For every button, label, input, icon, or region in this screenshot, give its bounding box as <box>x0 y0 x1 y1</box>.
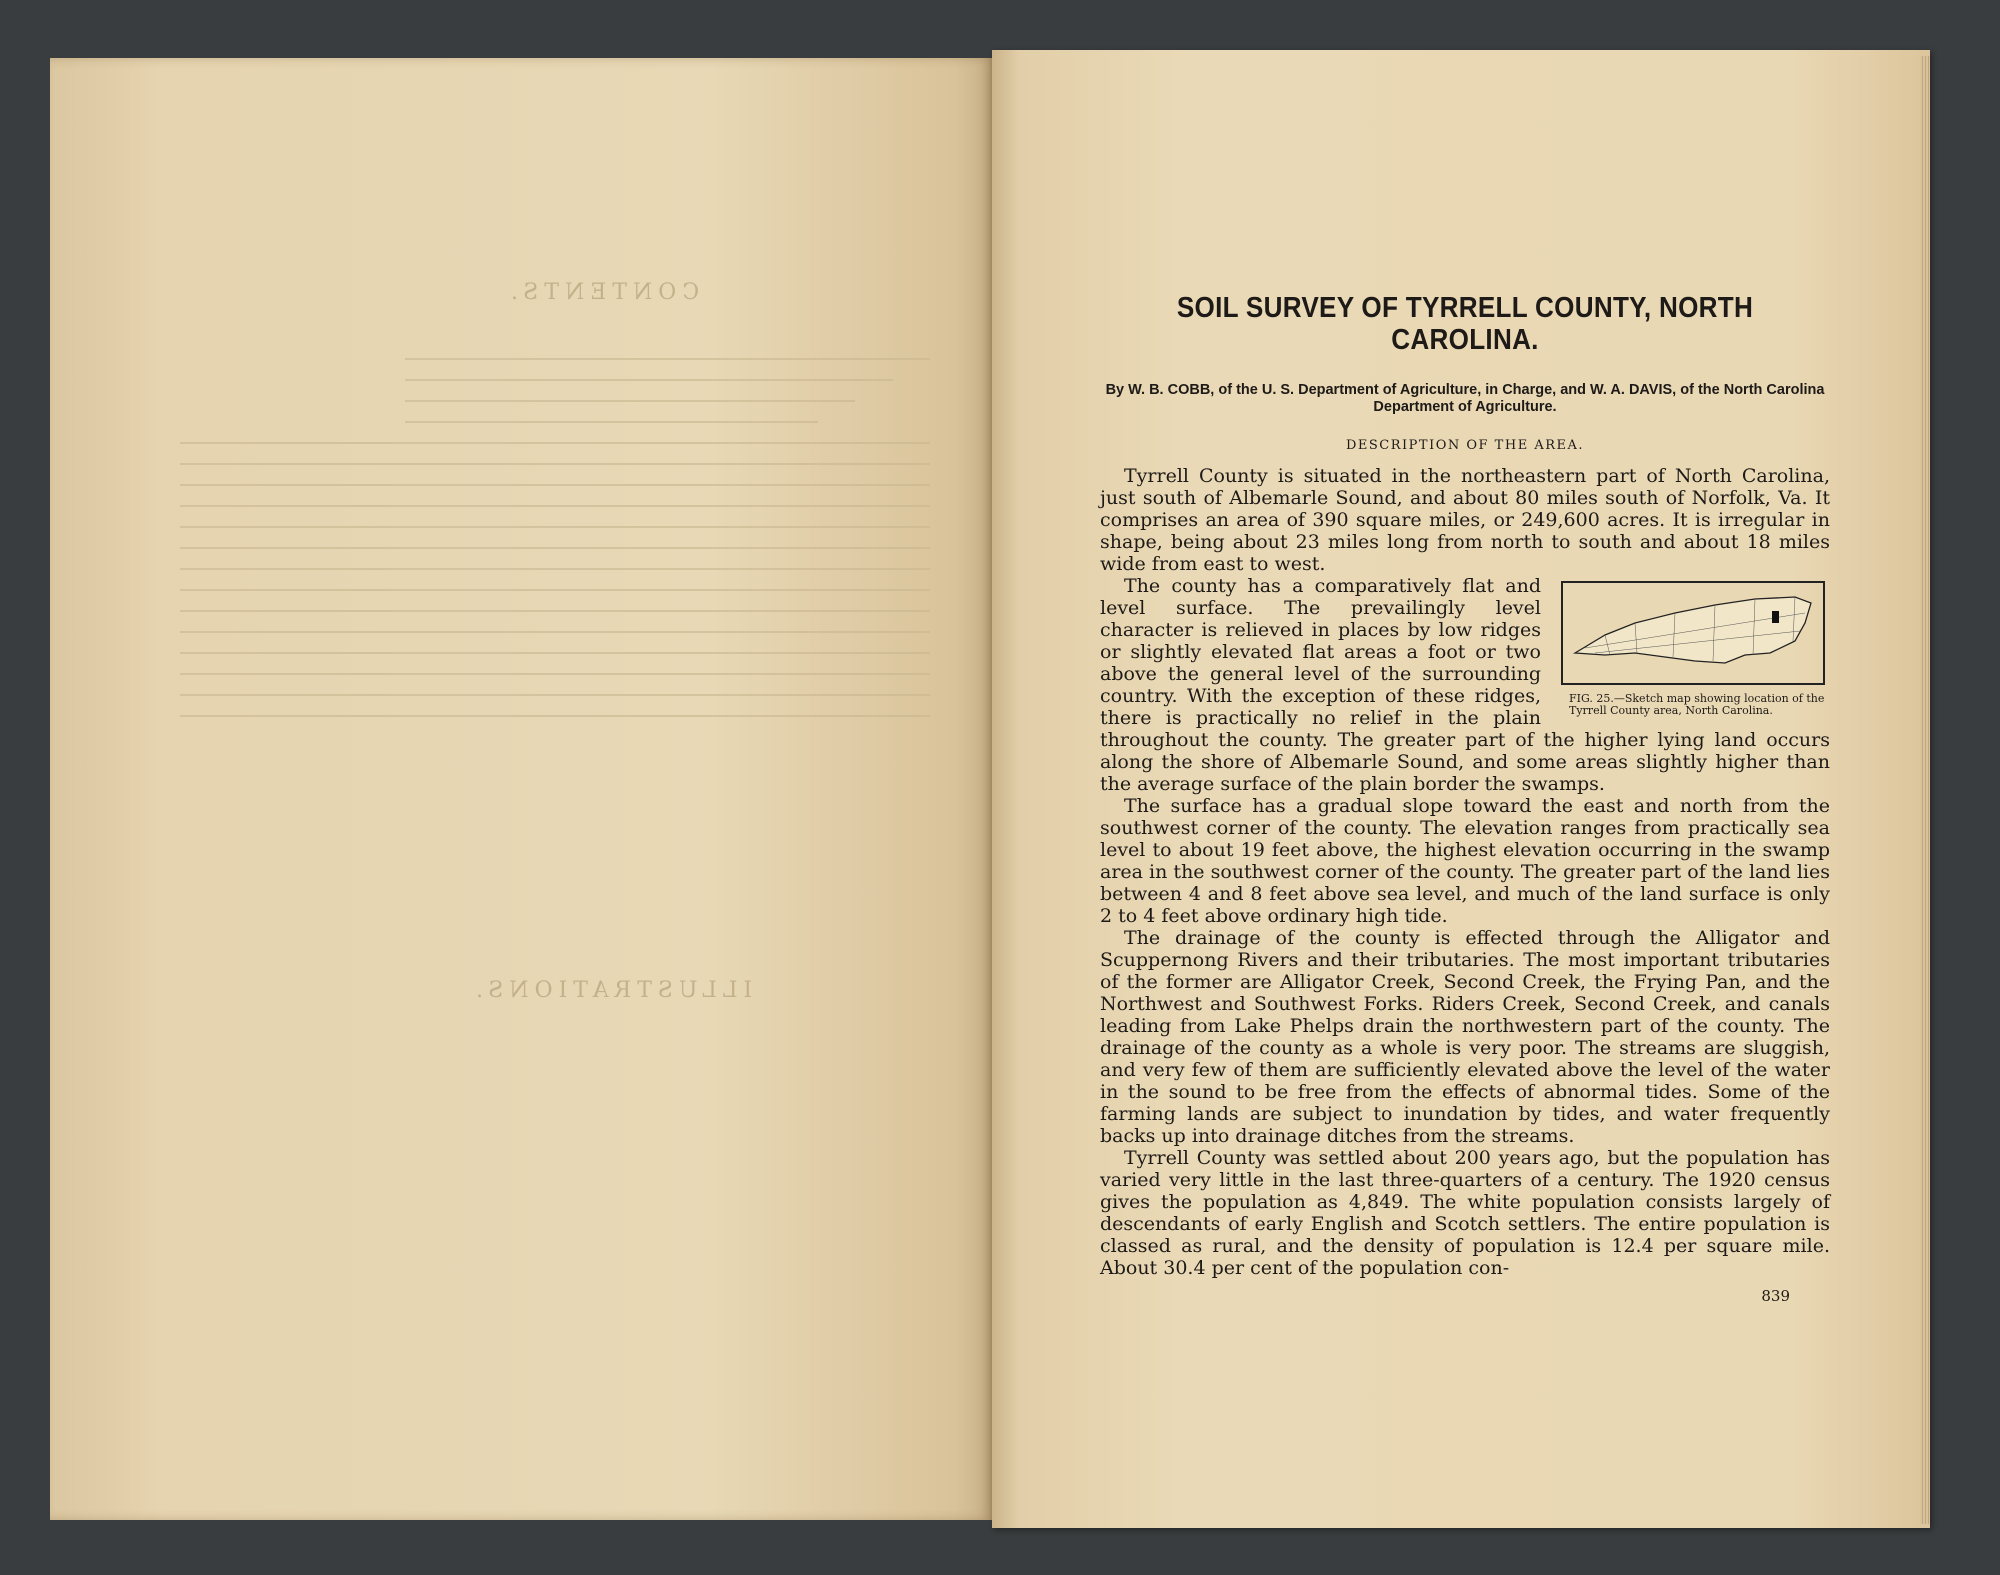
paragraph-2: The county has a comparatively flat and level surface. The prevailingly level character is relieved in places by low ridges or slightly elevated flat areas a foot or two above the general level of the surrounding country. With the exception of these ridges, there is practically no relief in the plain throughout the county. The greater part of the higher lying land occurs along the shore of Albemarle Sound, and some areas slightly higher than the average surface of the plain border the swamps. <box>1100 575 1830 795</box>
paragraph-5: Tyrrell County was settled about 200 years ago, but the population has varied very little in the last three-quarters of a century. The 1920 census gives the population as 4,849. The white population consists largely of descendants of early English and Scotch settlers. The entire population is classed as rural, and the density of population is 12.4 per square mile. About 30.4 per cent of the population con- <box>1100 1147 1830 1279</box>
section-heading: DESCRIPTION OF THE AREA. <box>1345 438 1585 453</box>
article-title: SOIL SURVEY OF TYRRELL COUNTY, NORTH CAROLINA. <box>1176 292 1754 356</box>
page-number: 839 <box>1761 1287 1790 1305</box>
figure-caption: FIG. 25.—Sketch map showing location of the Tyrrell County area, North Carolina. <box>1569 692 1825 717</box>
figure-25 <box>1555 581 1830 717</box>
north-carolina-map <box>1561 581 1825 685</box>
ghost-contents-lines <box>180 358 930 736</box>
state-outline-icon <box>1565 583 1821 679</box>
left-page <box>50 58 992 1520</box>
paragraph-4: The drainage of the county is effected through the Alligator and Scuppernong Rivers and their tributaries. The most important tributaries of the former are Alligator Creek, Second Creek, the Frying Pan, and the Northwest and Southwest Forks. Riders Creek, Second Creek, and canals leading from Lake Phelps drain the northwestern part of the county. The drainage of the county as a whole is very poor. The streams are sluggish, and very few of them are sufficiently elevated above the level of the water in the sound to be free from the effects of abnormal tides. Some of the farming lands are subject to inundation by tides, and water frequently backs up into drainage ditches from the streams. <box>1100 927 1830 1147</box>
article <box>1100 292 1830 1305</box>
page-edge <box>1920 56 1930 1524</box>
paragraph-1: Tyrrell County is situated in the northeastern part of North Carolina, just south of Albemarle Sound, and about 80 miles south of Norfolk, Va. It comprises an area of 390 square miles, or 249,600 acres. It is irregular in shape, being about 23 miles long from north to south and about 18 miles wide from east to west. <box>1100 465 1830 575</box>
paragraph-3: The surface has a gradual slope toward the east and north from the southwest corner of the county. The elevation ranges from practically sea level to about 19 feet above, the highest elevation occurring in the swamp area in the southwest corner of the county. The greater part of the land lies between 4 and 8 feet above sea level, and much of the land surface is only 2 to 4 feet above ordinary high tide. <box>1100 795 1830 927</box>
ghost-contents-heading: CONTENTS. <box>505 280 700 305</box>
ghost-illustrations-heading: ILLUSTRATIONS. <box>470 978 753 1003</box>
tyrrell-county-marker <box>1772 611 1779 623</box>
byline: By W. B. COBB, of the U. S. Department of Agriculture, in Charge, and W. A. DAVIS, of the North Carolina Department of Agriculture. <box>1105 382 1825 415</box>
